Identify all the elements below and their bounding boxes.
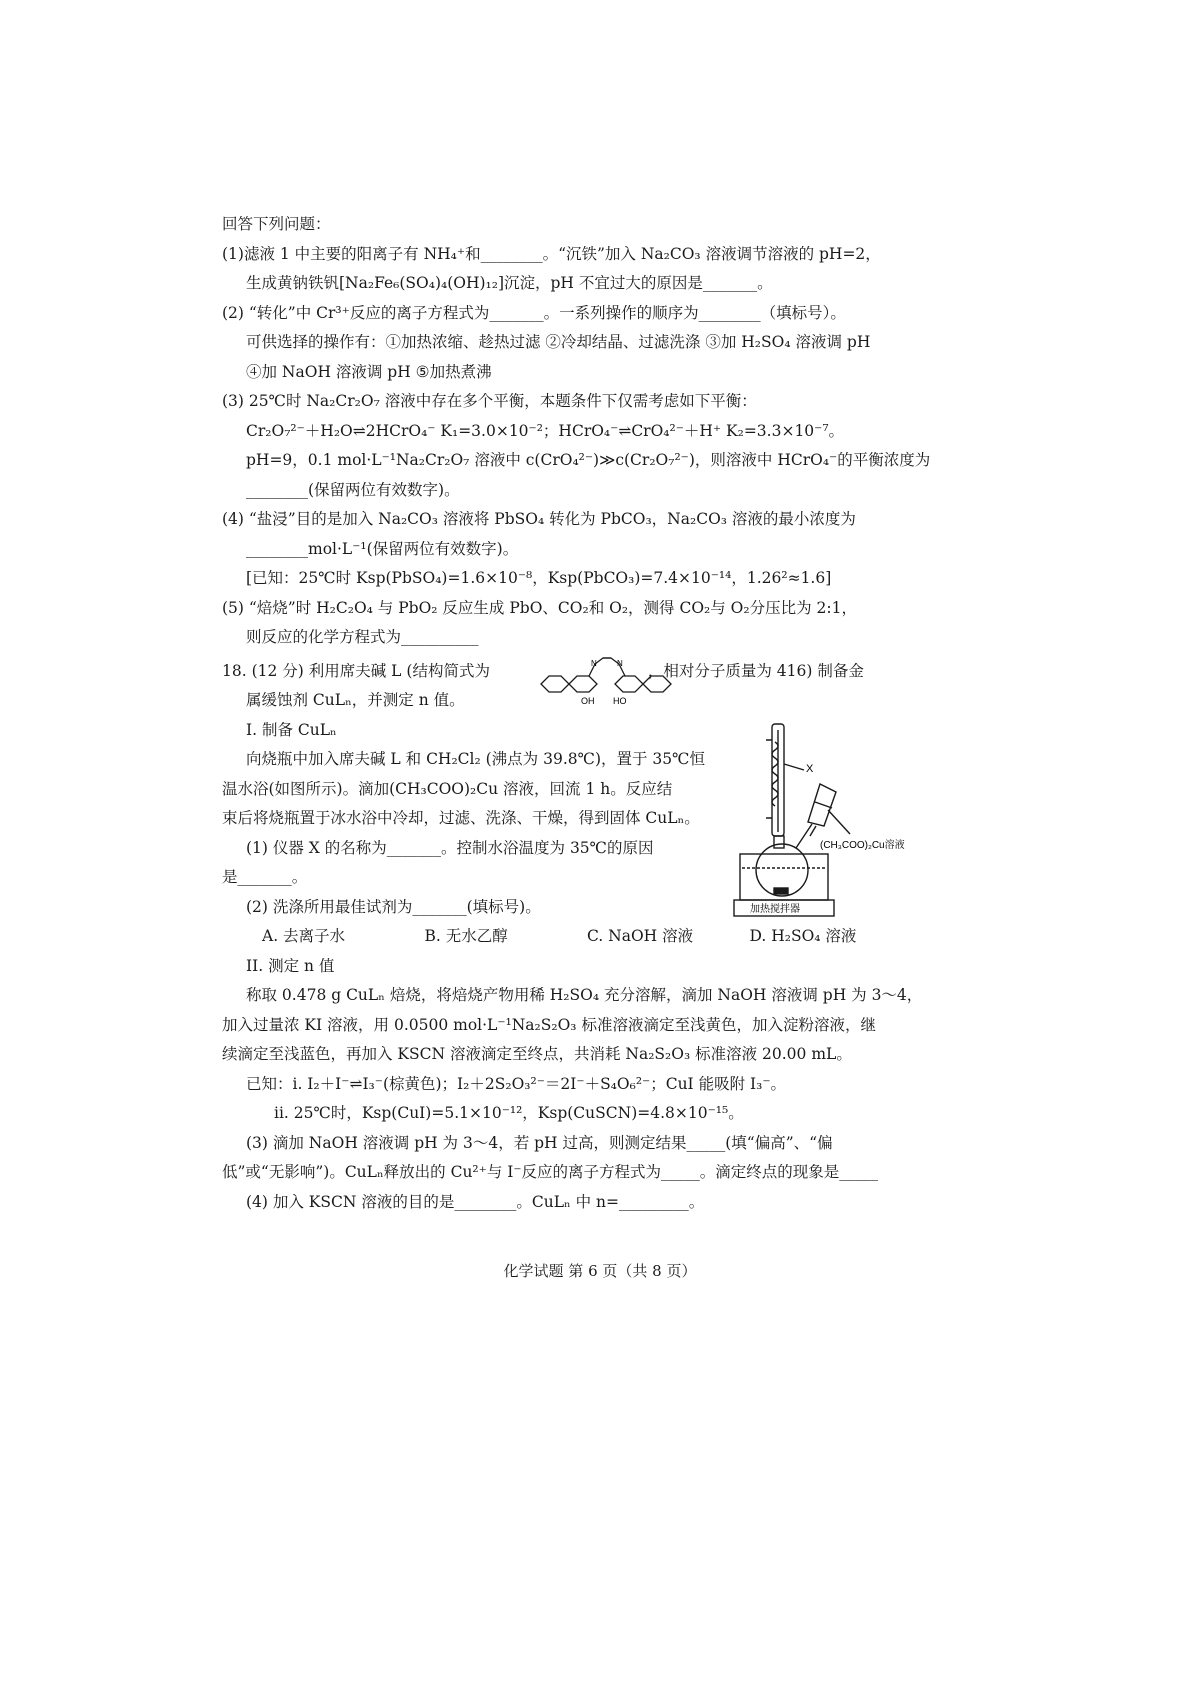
q18-header-b: ，相对分子质量为 416) 制备金 xyxy=(647,661,864,680)
option-b: B. 无水乙醇 xyxy=(424,927,508,945)
structure-ho: HO xyxy=(613,696,627,706)
part2-title: II. 测定 n 值 xyxy=(246,956,335,975)
part2-line-4: 已知：i. I₂＋I⁻⇌I₃⁻(棕黄色)；I₂＋2S₂O₃²⁻＝2I⁻＋S₄O₆²⁻；CuI 能吸附 I₃⁻。 xyxy=(246,1074,787,1093)
structure-oh: OH xyxy=(581,696,595,706)
q17-line-4: 可供选择的操作有：①加热浓缩、趁热过滤 ②冷却结晶、过滤洗涤 ③加 H₂SO₄ 溶液调 pH xyxy=(246,333,871,351)
apparatus-figure xyxy=(720,722,920,920)
q17-line-7: Cr₂O₇²⁻＋H₂O⇌2HCrO₄⁻ K₁=3.0×10⁻²；HCrO₄⁻⇌CrO₄²⁻＋H⁺ K₂=3.3×10⁻⁷。 xyxy=(246,421,845,440)
q17-line-5: ④加 NaOH 溶液调 pH ⑤加热煮沸 xyxy=(246,362,492,381)
q18-header-c: 属缓蚀剂 CuLₙ，并测定 n 值。 xyxy=(246,691,465,709)
part1-line-4: (1) 仪器 X 的名称为_______。控制水浴温度为 35℃的原因 xyxy=(246,838,654,857)
q17-line-1: (1)滤液 1 中主要的阳离子有 NH₄⁺和________。“沉铁”加入 Na₂CO₃ 溶液调节溶液的 pH=2， xyxy=(222,244,881,263)
part1-line-5: 是_______。 xyxy=(222,868,308,886)
option-d: D. H₂SO₄ 溶液 xyxy=(749,927,857,945)
q17-line-8: pH=9，0.1 mol·L⁻¹Na₂Cr₂O₇ 溶液中 c(CrO₄²⁻)≫c(Cr₂O₇²⁻)，则溶液中 HCrO₄⁻的平衡浓度为 xyxy=(246,451,931,469)
figure-label-stirrer: 加热搅拌器 xyxy=(750,904,800,915)
q17-line-13: (5) “焙烧”时 H₂C₂O₄ 与 PbO₂ 反应生成 PbO、CO₂和 O₂，测得 CO₂与 O₂分压比为 2:1， xyxy=(222,598,857,617)
part1-title: I. 制备 CuLₙ xyxy=(246,720,337,739)
figure-label-solution: (CH₃COO)₂Cu溶液 xyxy=(820,840,905,851)
q17-line-6: (3) 25℃时 Na₂Cr₂O₇ 溶液中存在多个平衡，本题条件下仅需考虑如下平衡： xyxy=(222,392,757,410)
schiff-base-structure xyxy=(533,654,678,714)
structure-n2: N xyxy=(617,659,623,668)
page-footer: 化学试题 第 6 页（共 8 页） xyxy=(503,1262,697,1280)
q17-line-11: ________mol·L⁻¹(保留两位有效数字)。 xyxy=(246,539,519,558)
option-a: A. 去离子水 xyxy=(262,927,346,945)
part2-line-1: 称取 0.478 g CuLₙ 焙烧，将焙烧产物用稀 H₂SO₄ 充分溶解，滴加 NaOH 溶液调 pH 为 3～4， xyxy=(246,986,923,1004)
part2-line-8: (4) 加入 KSCN 溶液的目的是________。CuLₙ 中 n=_________。 xyxy=(246,1192,705,1211)
intro-text: 回答下列问题： xyxy=(222,215,331,233)
part1-line-1: 向烧瓶中加入席夫碱 L 和 CH₂Cl₂ (沸点为 39.8℃)，置于 35℃恒 xyxy=(246,750,705,768)
q17-line-14: 则反应的化学方程式为__________ xyxy=(246,628,479,646)
q17-line-9: ________(保留两位有效数字)。 xyxy=(246,480,460,499)
option-c: C. NaOH 溶液 xyxy=(587,927,694,945)
structure-n1: N xyxy=(591,659,597,668)
options-row xyxy=(222,922,912,952)
part2-line-6: (3) 滴加 NaOH 溶液调 pH 为 3～4，若 pH 过高，则测定结果_____(填“偏高”、“偏 xyxy=(246,1133,833,1152)
part1-line-2: 温水浴(如图所示)。滴加(CH₃COO)₂Cu 溶液，回流 1 h。反应结 xyxy=(222,779,673,798)
figure-label-x: X xyxy=(806,763,814,775)
q17-line-2: 生成黄钠铁钒[Na₂Fe₆(SO₄)₄(OH)₁₂]沉淀，pH 不宜过大的原因是_______。 xyxy=(246,274,773,292)
part2-line-7: 低”或“无影响”)。CuLₙ释放出的 Cu²⁺与 I⁻反应的离子方程式为_____。滴定终点的现象是_____ xyxy=(222,1163,879,1181)
q17-line-3: (2) “转化”中 Cr³⁺反应的离子方程式为_______。一系列操作的顺序为________（填标号）。 xyxy=(222,303,846,322)
q17-line-10: (4) “盐浸”目的是加入 Na₂CO₃ 溶液将 PbSO₄ 转化为 PbCO₃，Na₂CO₃ 溶液的最小浓度为 xyxy=(222,510,856,528)
q17-line-12: [已知：25℃时 Ksp(PbSO₄)=1.6×10⁻⁸，Ksp(PbCO₃)=7.4×10⁻¹⁴，1.26²≈1.6] xyxy=(246,569,832,587)
part1-line-6: (2) 洗涤所用最佳试剂为_______(填标号)。 xyxy=(246,897,541,916)
q18-header-a: 18. (12 分) 利用席夫碱 L (结构简式为 xyxy=(222,661,490,680)
part1-line-3: 束后将烧瓶置于冰水浴中冷却，过滤、洗涤、干燥，得到固体 CuLₙ。 xyxy=(222,809,700,827)
part2-line-3: 续滴定至浅蓝色，再加入 KSCN 溶液滴定至终点，共消耗 Na₂S₂O₃ 标准溶液 20.00 mL。 xyxy=(222,1045,852,1063)
part2-line-5: ii. 25℃时，Ksp(CuI)=5.1×10⁻¹²，Ksp(CuSCN)=4.8×10⁻¹⁵。 xyxy=(274,1104,744,1122)
part2-line-2: 加入过量浓 KI 溶液，用 0.0500 mol·L⁻¹Na₂S₂O₃ 标准溶液滴定至浅黄色，加入淀粉溶液，继 xyxy=(222,1015,876,1034)
